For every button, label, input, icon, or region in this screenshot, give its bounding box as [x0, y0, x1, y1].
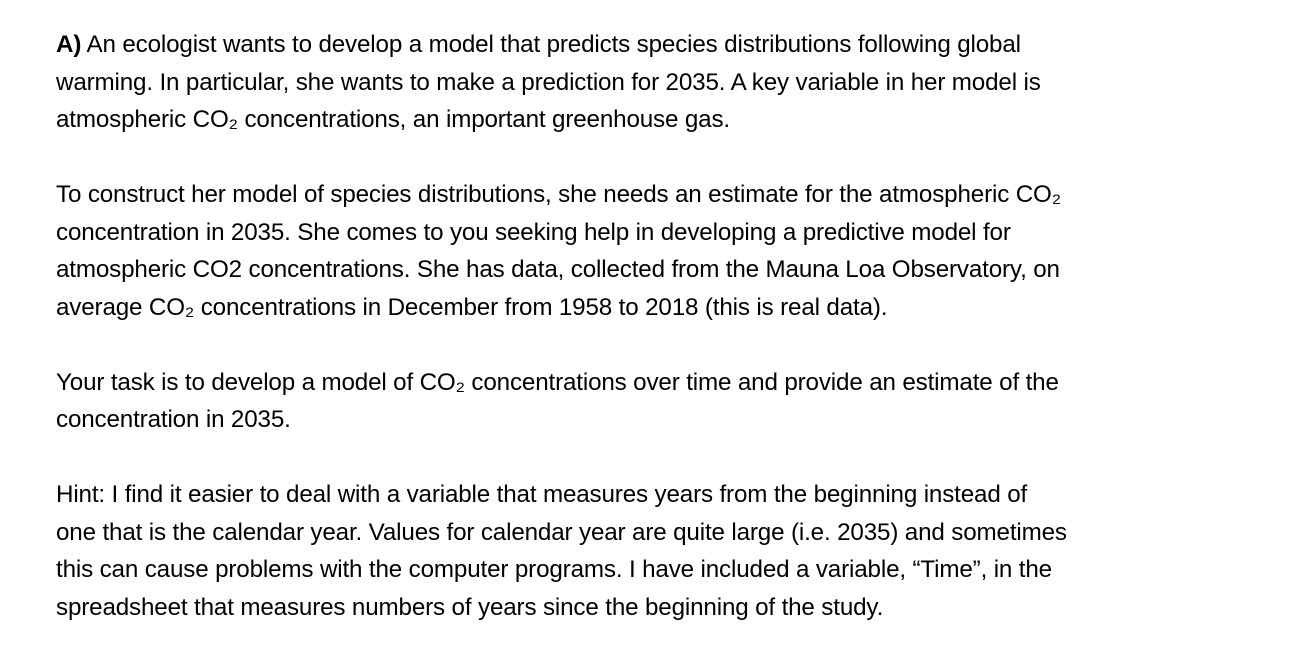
paragraph-spacer [56, 139, 1256, 177]
text-line-content: An ecologist wants to develop a model that predicts species distributions following global [81, 31, 1021, 58]
text-line: atmospheric CO2 concentrations. She has data, collected from the Mauna Loa Observatory, on [56, 256, 1060, 283]
paragraph-task [56, 364, 1256, 439]
text-line: atmospheric CO₂ concentrations, an important greenhouse gas. [56, 106, 730, 133]
paragraph-spacer [56, 326, 1256, 364]
paragraph-context [56, 176, 1256, 326]
text-line: Your task is to develop a model of CO₂ concentrations over time and provide an estimate of the [56, 368, 1059, 396]
text-line: one that is the calendar year. Values for calendar year are quite large (i.e. 2035) and sometimes [56, 518, 1067, 546]
text-line: average CO₂ concentrations in December from 1958 to 2018 (this is real data). [56, 293, 888, 321]
text-line [56, 26, 1256, 64]
text-line: this can cause problems with the computer programs. I have included a variable, “Time”, in the [56, 556, 1052, 583]
text-line: concentration in 2035. She comes to you seeking help in developing a predictive model for [56, 218, 1011, 246]
text-line: warming. In particular, she wants to make a prediction for 2035. A key variable in her model is [56, 68, 1041, 96]
text-line: spreadsheet that measures numbers of years since the beginning of the study. [56, 593, 884, 621]
text-line: To construct her model of species distributions, she needs an estimate for the atmospheric CO₂ [56, 181, 1061, 208]
document-body [56, 26, 1256, 626]
paragraph-spacer [56, 439, 1256, 477]
paragraph-intro [56, 26, 1256, 139]
text-line: concentration in 2035. [56, 406, 291, 433]
text-line: Hint: I find it easier to deal with a variable that measures years from the beginning instead of [56, 481, 1028, 508]
paragraph-hint [56, 476, 1256, 626]
part-label: A) [56, 31, 82, 58]
